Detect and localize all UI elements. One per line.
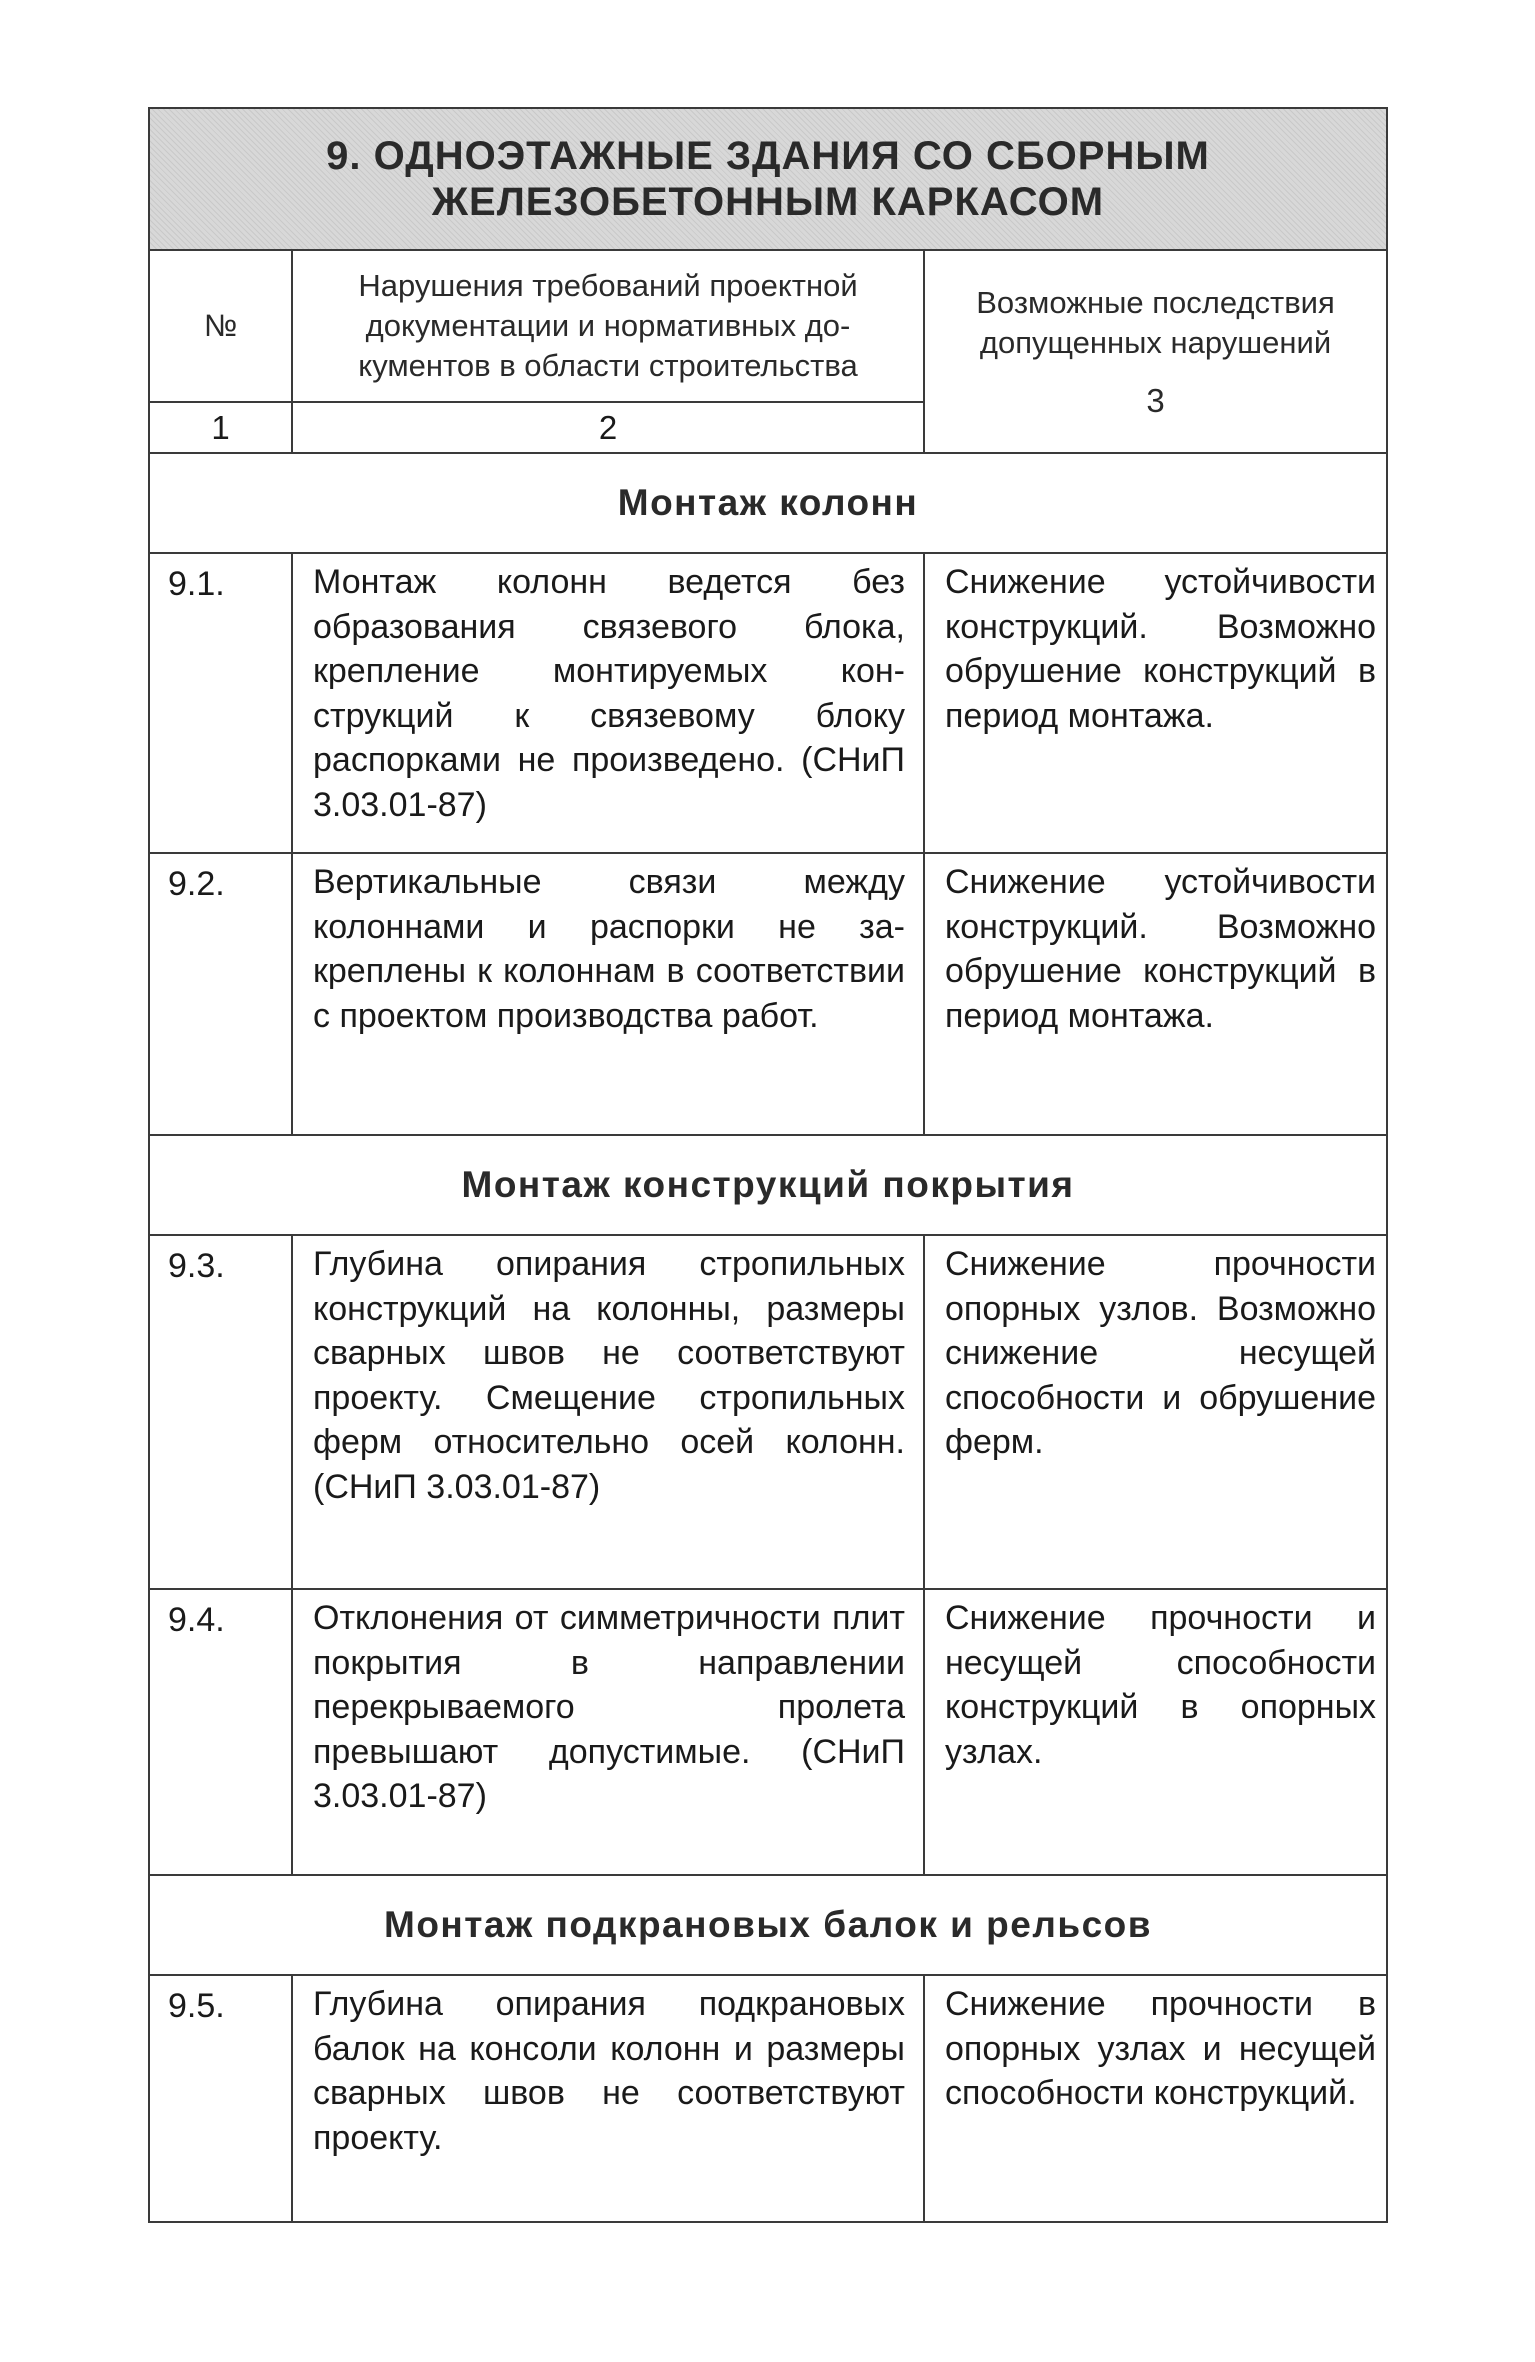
row-violation: Глубина опирания стропильных конструкций на колонны, размеры сварных швов не соответствуют проекту. Смещение стропильных ферм относительно осей колонн. (СНиП 3.03.01-87)	[292, 1235, 924, 1589]
row-number: 9.1.	[149, 553, 292, 853]
norms-table	[148, 107, 1388, 2223]
section-title-roof-structures: Монтаж конструкций покрытия	[149, 1135, 1387, 1235]
row-consequence: Снижение прочности опорных узлов. Возможно снижение несущей способности и обрушение ферм.	[924, 1235, 1387, 1589]
table-row	[149, 1975, 1387, 2222]
row-consequence: Снижение устойчивости конструкций. Возможно обрушение конструкций в период монтажа.	[924, 553, 1387, 853]
row-consequence: Снижение устойчивости конструкций. Возможно обрушение конструкций в период монтажа.	[924, 853, 1387, 1135]
row-number: 9.3.	[149, 1235, 292, 1589]
row-consequence: Снижение прочности и несущей способности конструкций в опорных узлах.	[924, 1589, 1387, 1875]
column-number-1: 1	[149, 402, 292, 453]
table-row	[149, 553, 1387, 853]
table-row	[149, 853, 1387, 1135]
row-number: 9.4.	[149, 1589, 292, 1875]
section-title-columns-mounting: Монтаж колонн	[149, 453, 1387, 553]
column-header-consequences-text: Возможные последствия допущенных нарушений	[976, 284, 1335, 360]
row-violation: Монтаж колонн ведется без образования связевого блока, крепление монтируемых конструкций к связевому блоку распорками не произведено. (СНиП 3.03.01-87)	[292, 553, 924, 853]
table-row	[149, 1589, 1387, 1875]
column-header-violations	[292, 250, 924, 402]
table-row	[149, 1235, 1387, 1589]
table-title: 9. ОДНОЭТАЖНЫЕ ЗДАНИЯ СО СБОРНЫМ ЖЕЛЕЗОБЕТОННЫМ КАРКАСОМ	[149, 108, 1387, 250]
column-header-consequences	[924, 250, 1387, 453]
row-violation: Глубина опирания подкрановых балок на консоли колонн и размеры сварных швов не соответствуют проекту.	[292, 1975, 924, 2222]
row-number: 9.2.	[149, 853, 292, 1135]
column-number-2: 2	[292, 402, 924, 453]
row-violation: Отклонения от симметричности плит покрытия в направлении перекрываемого пролета превышают допустимые. (СНиП 3.03.01-87)	[292, 1589, 924, 1875]
section-title-crane-beams: Монтаж подкрановых балок и рельсов	[149, 1875, 1387, 1975]
column-header-number: №	[149, 250, 292, 402]
column-number-3: 3	[1146, 381, 1165, 419]
row-number: 9.5.	[149, 1975, 292, 2222]
column-header-violations-text: Нарушения требований проектной документации и нормативных документов в области строительства	[358, 268, 858, 383]
row-violation: Вертикальные связи между колоннами и распорки не закреплены к колоннам в соответствии с проектом производства работ.	[292, 853, 924, 1135]
row-consequence: Снижение прочности в опорных узлах и несущей способности конструкций.	[924, 1975, 1387, 2222]
